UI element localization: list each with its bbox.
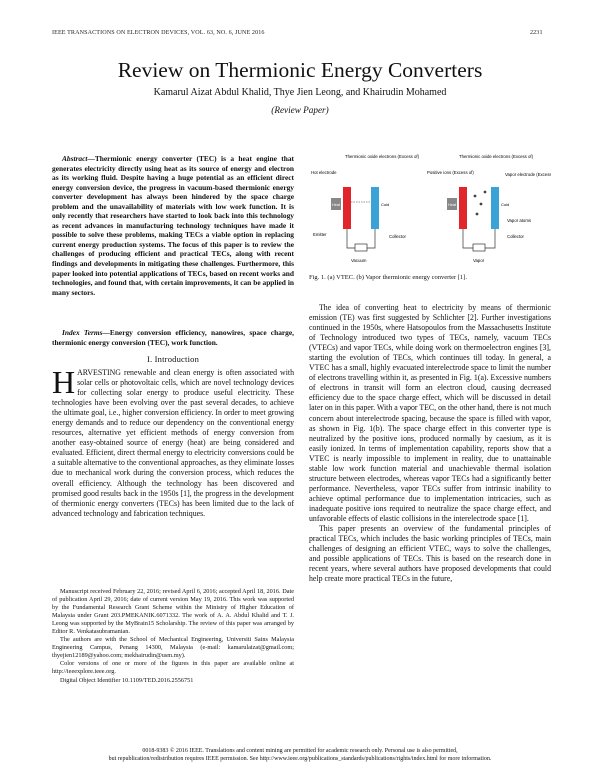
footnote-color: Color versions of one or more of the figures in this paper are available online at http://ieeexplore.ieee.org. [52,660,294,676]
index-terms-label: Index Terms— [62,328,110,337]
paragraph-history: The idea of converting heat to electricity by means of thermionic emission (TE) was first suggested by Schlichter [2]. Further investigations continued in the 1950s, where Hatsopoulos from the Massachusetts Institute of Technology introduced two types of TECs, namely, vacuum TECs (VTECs) and vapor TECs, while doing work on thermoelectron engines [3], starting the evolution of TECs, which continues till today. In general, a VTEC has a small, highly evacuated interelectrode space to limit the number of electrons travelling within it, as presented in Fig. 1(a). Excessive numbers of electrons in transit will form an electron cloud, causing decreased efficiency due to the space charge effect, which will be discussed in detail later on in this paper. With a vapor TEC, on the other hand, there is not much concern about interelectrode spacing, because the space is filled with vapor, as shown in Fig. 1(b). The space charge effect in this converter type is neutralized by the positive ions, produced normally by caesium, as it is easily ionized. In terms of implementation capability, reports show that a VTEC is nearly impossible to implement in reality, due to unattainable stable low work function material and unachievable thermal isolation structure between electrodes, whereas vapor TECs had a significantly better performance. Nevertheless, vapor TECs suffer from intrinsic inability to achieve optimal performance due to implementation intricacies, such as inadequate positive ions required to neutralize the space charge effect, and unfavorable effects of elastic collisions in the interelectrode space [1]. [309,303,551,523]
author-list: Kamarul Aizat Abdul Khalid, Thye Jien Leong, and Khairudin Mohamed [153,87,447,98]
index-terms-text: Energy conversion efficiency, nanowires, space charge, thermionic energy conversion (TEC), work function. [52,328,294,347]
figure-1 [309,152,551,280]
fig-a-label-cold: Cold [381,202,390,207]
figure-1b [427,154,551,263]
footnotes [52,588,294,685]
paragraph-overview: This paper presents an overview of the fundamental principles of practical TECs, which includes the basic working principles of TECs, main challenges of designing an efficient VTEC, ways to solve the challenges, and possible applications of TECs. This is based on the research done in recent years, where several authors have proposed developments that could help create more practical TECs in the future, [309,524,551,584]
footnote-manuscript: Manuscript received February 22, 2016; revised April 6, 2016; accepted April 18, 2016. Date of publication April 29, 2016; date of current version May 19, 2016. This work was supported by the Fundamental Research Grant Scheme within the Ministry of Higher Education of Malaysia under Grant 203.PMEKANIK.6071332. The work of A. A. Abdul Khalid and T. J. Leong was supported by the MyBrain15 Scholarship. The review of this paper was arranged by Editor R. Venkatasubramanian. [52,588,294,636]
page-number: 2231 [530,30,543,36]
fig-b-vapor-atom [480,203,483,206]
abstract-label: Abstract— [62,154,95,163]
fig-b-label-top: Thermionic oxide electrons (Excess of) [459,154,534,159]
drop-cap: H [52,364,76,400]
fig-b-vapor-atom [476,213,479,216]
fig-b-load [473,244,485,251]
running-header: IEEE TRANSACTIONS ON ELECTRON DEVICES, VOL. 63, NO. 6, JUNE 2016 [52,30,265,36]
fig-a-load [355,244,367,251]
copyright-footer [0,748,600,763]
fig-b-collector [491,187,499,229]
abstract-text: Thermionic energy converter (TEC) is a heat engine that generates electricity directly using heat as its source of energy and electron as its working fluid. Despite having a huge potential as an efficient direct energy conversion device, the progress in vacuum-based thermionic energy converter development has always been hindered by the space charge problem and the unavailability of materials with low work function. It is only recently that researchers have started to look back into this technology as recent advances in manufacturing technology techniques have made it possible to solve these problems, making TECs a viable option in replacing current energy production systems. The focus of this paper is to review the challenges of producing efficient and practical TECs, along with recent findings and developments in mitigating these challenges. Furthermore, this paper looked into potential applications of TECs, based on recent works and technologies, and found that, with certain improvements, it can be applied in many sectors. [52,154,294,297]
footnote-doi: Digital Object Identifier 10.1109/TED.2016.2556751 [60,676,194,684]
index-terms [52,328,294,347]
fig-a-collector [371,187,379,229]
fig-b-label-positive-ions: Positive ions (Excess of) [427,170,474,175]
fig-b-label-vapor: Vapor [473,258,485,263]
fig-b-emitter [459,187,467,229]
copyright-line-1: 0018-9383 © 2016 IEEE. Translations and content mining are permitted for academic research only. Personal use is also permitted, [142,748,458,754]
paper-type: (Review Paper) [271,105,329,115]
fig-a-label-collector: Collector [389,234,406,239]
footnote-affiliation: The authors are with the School of Mechanical Engineering, Universiti Sains Malaysia Engineering Campus, Penang 14300, Malaysia (e-mail: kamarulaizat@gmail.com; thyejien12189@yahoo.com; mekhairudin@usm.my). [52,636,294,660]
fig-a-emitter [343,187,351,229]
fig-b-vapor-atom [474,195,477,198]
figure-1-caption: Fig. 1. (a) VTEC. (b) Vapor thermionic energy converter [1]. [309,274,467,281]
fig-a-label-hot: Hot electrode [311,170,337,175]
introduction-body [52,364,294,519]
section-heading: I. Introduction [146,354,200,364]
right-column-body [309,303,551,584]
fig-b-label-vapor-electrode: Vapor electrode (Excess) [505,172,551,177]
figure-1a [311,154,420,263]
fig-b-label-vapor-atoms: Vapor atoms [507,218,532,223]
fig-a-label-top: Thermionic oxide electrons (Excess of) [345,154,420,159]
abstract [52,154,294,297]
fig-a-label-vacuum: Vacuum [351,258,367,263]
fig-b-label-heat: Heat [448,203,457,207]
fig-a-label-emitter: Emitter [313,232,327,237]
paper-title: Review on Thermionic Energy Converters [117,58,483,82]
copyright-line-2: but republication/redistribution requires IEEE permission. See http://www.ieee.org/publications_standards/publications/rights/index.html for more information. [108,755,492,762]
fig-b-vapor-atom [484,191,487,194]
figure-1-diagram [309,152,551,272]
fig-b-label-collector: Collector [507,234,524,239]
intro-text: ARVESTING renewable and clean energy is often associated with solar cells or photovoltaic cells, which are novel technology devices for collecting solar energy to produce useful electricity. These technologies have been evolving over the past several decades, to achieve the ultimate goal, i.e., higher conversion efficiency. In order to meet growing energy demands and to reduce our dependency on the conventional energy resources, alternative yet efficient methods of energy conversion from another easy-obtained source of energy (heat) are being considered and evaluated. Efficient, direct thermal energy to electricity conversions could be a suitable alternative to the conventional approaches, as they eliminate losses due to mechanical work during the conversion process, which reduces the overall efficiency. Although the technology has been discovered and promised good results back in the 1950s [1], the progress in the development of thermionic energy converters (TECs) has been limited due to the lack of advanced technology and fabrication techniques. [52,368,294,518]
fig-a-label-heat: Heat [332,203,341,207]
fig-b-label-cold: Cold [501,202,510,207]
